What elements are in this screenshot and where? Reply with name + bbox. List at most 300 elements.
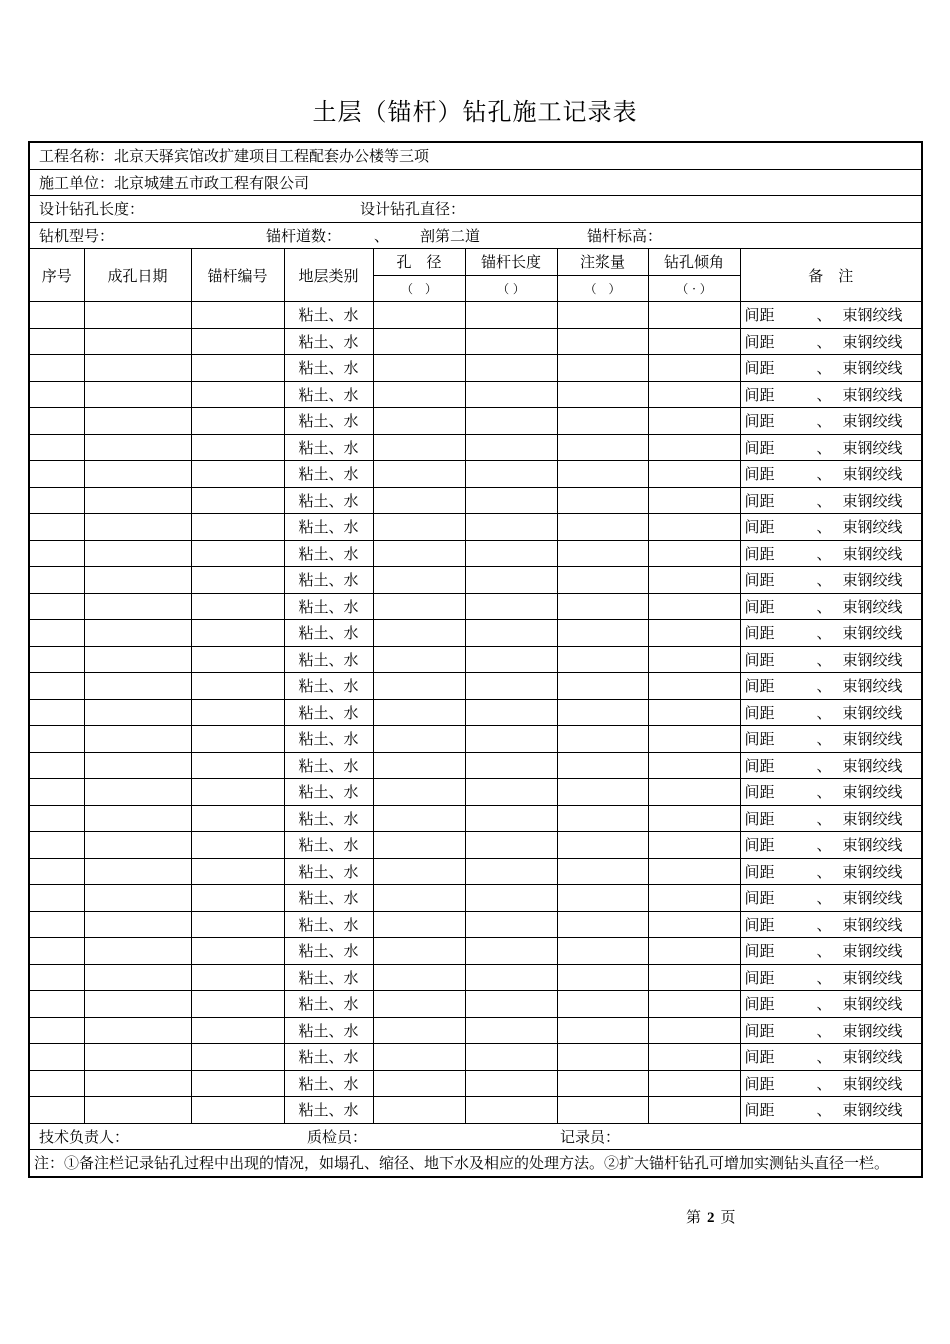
- seq-cell[interactable]: [29, 434, 84, 461]
- diameter-cell[interactable]: [373, 1097, 465, 1124]
- anchor-no-cell[interactable]: [191, 593, 284, 620]
- anchor-no-cell[interactable]: [191, 938, 284, 965]
- date-cell[interactable]: [84, 699, 191, 726]
- diameter-cell[interactable]: [373, 1070, 465, 1097]
- seq-cell[interactable]: [29, 514, 84, 541]
- angle-cell[interactable]: [648, 302, 740, 329]
- date-cell[interactable]: [84, 461, 191, 488]
- seq-cell[interactable]: [29, 328, 84, 355]
- anchor-length-cell[interactable]: [465, 858, 557, 885]
- grout-cell[interactable]: [557, 779, 648, 806]
- remark-cell[interactable]: [740, 779, 922, 806]
- grout-cell[interactable]: [557, 964, 648, 991]
- seq-cell[interactable]: [29, 964, 84, 991]
- seq-cell[interactable]: [29, 1070, 84, 1097]
- diameter-cell[interactable]: [373, 699, 465, 726]
- date-cell[interactable]: [84, 991, 191, 1018]
- stratum-cell[interactable]: 粘土、水: [284, 540, 373, 567]
- seq-cell[interactable]: [29, 673, 84, 700]
- anchor-no-cell[interactable]: [191, 991, 284, 1018]
- seq-cell[interactable]: [29, 461, 84, 488]
- remark-cell[interactable]: [740, 461, 922, 488]
- grout-cell[interactable]: [557, 355, 648, 382]
- anchor-no-cell[interactable]: [191, 355, 284, 382]
- anchor-no-cell[interactable]: [191, 540, 284, 567]
- date-cell[interactable]: [84, 673, 191, 700]
- remark-cell[interactable]: [740, 1044, 922, 1071]
- diameter-cell[interactable]: [373, 805, 465, 832]
- remark-cell[interactable]: [740, 328, 922, 355]
- table-row: [29, 646, 922, 673]
- grout-cell[interactable]: [557, 328, 648, 355]
- date-cell[interactable]: [84, 487, 191, 514]
- anchor-length-cell[interactable]: [465, 991, 557, 1018]
- date-cell[interactable]: [84, 779, 191, 806]
- grout-cell[interactable]: [557, 1044, 648, 1071]
- anchor-length-cell[interactable]: [465, 461, 557, 488]
- stratum-cell[interactable]: 粘土、水: [284, 328, 373, 355]
- angle-cell[interactable]: [648, 646, 740, 673]
- grout-cell[interactable]: [557, 726, 648, 753]
- stratum-cell[interactable]: 粘土、水: [284, 434, 373, 461]
- angle-cell[interactable]: [648, 434, 740, 461]
- angle-cell[interactable]: [648, 779, 740, 806]
- seq-cell[interactable]: [29, 1097, 84, 1124]
- grout-cell[interactable]: [557, 1017, 648, 1044]
- anchor-no-cell[interactable]: [191, 302, 284, 329]
- grout-cell[interactable]: [557, 991, 648, 1018]
- anchor-length-cell[interactable]: [465, 832, 557, 859]
- angle-cell[interactable]: [648, 805, 740, 832]
- stratum-cell[interactable]: 粘土、水: [284, 1070, 373, 1097]
- remark-cell[interactable]: [740, 991, 922, 1018]
- seq-cell[interactable]: [29, 1017, 84, 1044]
- date-cell[interactable]: [84, 938, 191, 965]
- construction-unit-cell[interactable]: [29, 169, 922, 196]
- seq-cell[interactable]: [29, 302, 84, 329]
- seq-cell[interactable]: [29, 355, 84, 382]
- recorder-label: 记录员：: [560, 1127, 621, 1146]
- diameter-cell[interactable]: [373, 964, 465, 991]
- stratum-cell[interactable]: 粘土、水: [284, 487, 373, 514]
- date-cell[interactable]: [84, 1070, 191, 1097]
- remark-cell[interactable]: [740, 938, 922, 965]
- date-cell[interactable]: [84, 1017, 191, 1044]
- grout-cell[interactable]: [557, 381, 648, 408]
- design-cell[interactable]: [29, 196, 922, 223]
- angle-cell[interactable]: [648, 1044, 740, 1071]
- remark-cell[interactable]: [740, 885, 922, 912]
- anchor-length-cell[interactable]: [465, 620, 557, 647]
- date-cell[interactable]: [84, 620, 191, 647]
- anchor-no-cell[interactable]: [191, 567, 284, 594]
- diameter-unit[interactable]: （ ）: [373, 275, 465, 302]
- anchor-no-cell[interactable]: [191, 408, 284, 435]
- remark-cell[interactable]: [740, 673, 922, 700]
- diameter-cell[interactable]: [373, 779, 465, 806]
- anchor-length-cell[interactable]: [465, 302, 557, 329]
- date-cell[interactable]: [84, 752, 191, 779]
- date-cell[interactable]: [84, 964, 191, 991]
- stratum-cell[interactable]: 粘土、水: [284, 752, 373, 779]
- anchor-no-cell[interactable]: [191, 673, 284, 700]
- signature-cell[interactable]: [29, 1123, 922, 1150]
- remark-cell[interactable]: [740, 1097, 922, 1124]
- date-cell[interactable]: [84, 408, 191, 435]
- seq-cell[interactable]: [29, 593, 84, 620]
- remark-cell[interactable]: [740, 567, 922, 594]
- grout-cell[interactable]: [557, 885, 648, 912]
- date-cell[interactable]: [84, 832, 191, 859]
- anchor-length-cell[interactable]: [465, 593, 557, 620]
- anchor-no-cell[interactable]: [191, 434, 284, 461]
- stratum-cell[interactable]: 粘土、水: [284, 381, 373, 408]
- anchor-length-cell[interactable]: [465, 567, 557, 594]
- diameter-cell[interactable]: [373, 355, 465, 382]
- remark-cell[interactable]: [740, 832, 922, 859]
- stratum-cell[interactable]: 粘土、水: [284, 832, 373, 859]
- diameter-cell[interactable]: [373, 434, 465, 461]
- angle-cell[interactable]: [648, 1097, 740, 1124]
- anchor-no-cell[interactable]: [191, 726, 284, 753]
- anchor-no-cell[interactable]: [191, 885, 284, 912]
- stratum-cell[interactable]: 粘土、水: [284, 514, 373, 541]
- stratum-cell[interactable]: 粘土、水: [284, 302, 373, 329]
- anchor-length-cell[interactable]: [465, 540, 557, 567]
- diameter-cell[interactable]: [373, 514, 465, 541]
- grout-cell[interactable]: [557, 1097, 648, 1124]
- remark-cell[interactable]: [740, 964, 922, 991]
- date-cell[interactable]: [84, 805, 191, 832]
- anchor-no-cell[interactable]: [191, 832, 284, 859]
- stratum-cell[interactable]: 粘土、水: [284, 699, 373, 726]
- page-prefix: 第: [686, 1208, 702, 1226]
- rig-cell[interactable]: [29, 222, 922, 249]
- date-cell[interactable]: [84, 540, 191, 567]
- diameter-cell[interactable]: [373, 938, 465, 965]
- anchor-no-cell[interactable]: [191, 911, 284, 938]
- anchor-no-cell[interactable]: [191, 646, 284, 673]
- anchor-no-cell[interactable]: [191, 779, 284, 806]
- anchor-length-cell[interactable]: [465, 699, 557, 726]
- date-cell[interactable]: [84, 328, 191, 355]
- remark-cell[interactable]: [740, 434, 922, 461]
- remark-cell[interactable]: [740, 514, 922, 541]
- anchor-length-cell[interactable]: [465, 381, 557, 408]
- anchor-no-cell[interactable]: [191, 699, 284, 726]
- anchor-length-cell[interactable]: [465, 1044, 557, 1071]
- grout-cell[interactable]: [557, 567, 648, 594]
- grout-cell[interactable]: [557, 646, 648, 673]
- anchor-length-cell[interactable]: [465, 646, 557, 673]
- stratum-cell[interactable]: 粘土、水: [284, 355, 373, 382]
- grout-cell[interactable]: [557, 805, 648, 832]
- remark-cell[interactable]: [740, 805, 922, 832]
- diameter-cell[interactable]: [373, 1044, 465, 1071]
- diameter-cell[interactable]: [373, 408, 465, 435]
- diameter-cell[interactable]: [373, 328, 465, 355]
- grout-cell[interactable]: [557, 487, 648, 514]
- date-cell[interactable]: [84, 858, 191, 885]
- anchor-length-cell[interactable]: [465, 328, 557, 355]
- anchor-length-cell[interactable]: [465, 355, 557, 382]
- seq-cell[interactable]: [29, 991, 84, 1018]
- grout-cell[interactable]: [557, 752, 648, 779]
- diameter-cell[interactable]: [373, 540, 465, 567]
- date-cell[interactable]: [84, 381, 191, 408]
- stratum-cell[interactable]: 粘土、水: [284, 858, 373, 885]
- date-cell[interactable]: [84, 593, 191, 620]
- angle-cell[interactable]: [648, 832, 740, 859]
- grout-cell[interactable]: [557, 302, 648, 329]
- stratum-cell[interactable]: 粘土、水: [284, 885, 373, 912]
- remark-separator: 、: [816, 889, 832, 908]
- remark-cell[interactable]: [740, 302, 922, 329]
- grout-cell[interactable]: [557, 540, 648, 567]
- anchor-no-cell[interactable]: [191, 461, 284, 488]
- angle-cell[interactable]: [648, 1017, 740, 1044]
- diameter-cell[interactable]: [373, 567, 465, 594]
- date-cell[interactable]: [84, 885, 191, 912]
- grout-cell[interactable]: [557, 938, 648, 965]
- project-name-cell[interactable]: [29, 142, 922, 169]
- angle-cell[interactable]: [648, 514, 740, 541]
- angle-cell[interactable]: [648, 408, 740, 435]
- angle-cell[interactable]: [648, 885, 740, 912]
- seq-cell[interactable]: [29, 938, 84, 965]
- seq-cell[interactable]: [29, 726, 84, 753]
- seq-cell[interactable]: [29, 911, 84, 938]
- remark-cell[interactable]: [740, 858, 922, 885]
- angle-cell[interactable]: [648, 964, 740, 991]
- seq-cell[interactable]: [29, 885, 84, 912]
- date-cell[interactable]: [84, 726, 191, 753]
- anchor-no-cell[interactable]: [191, 1070, 284, 1097]
- anchor-no-cell[interactable]: [191, 1017, 284, 1044]
- angle-cell[interactable]: [648, 593, 740, 620]
- stratum-cell[interactable]: 粘土、水: [284, 620, 373, 647]
- angle-cell[interactable]: [648, 328, 740, 355]
- remark-cell[interactable]: [740, 408, 922, 435]
- angle-cell[interactable]: [648, 752, 740, 779]
- remark-separator: 、: [816, 968, 832, 987]
- remark-cell[interactable]: [740, 699, 922, 726]
- date-cell[interactable]: [84, 911, 191, 938]
- diameter-cell[interactable]: [373, 726, 465, 753]
- date-cell[interactable]: [84, 514, 191, 541]
- remark-spacing: 间距: [744, 438, 775, 457]
- angle-cell[interactable]: [648, 938, 740, 965]
- diameter-cell[interactable]: [373, 832, 465, 859]
- anchor-length-cell[interactable]: [465, 726, 557, 753]
- remark-spacing: 间距: [744, 1021, 775, 1040]
- grout-cell[interactable]: [557, 911, 648, 938]
- stratum-cell[interactable]: 粘土、水: [284, 779, 373, 806]
- angle-cell[interactable]: [648, 381, 740, 408]
- seq-cell[interactable]: [29, 567, 84, 594]
- grout-cell[interactable]: [557, 461, 648, 488]
- angle-cell[interactable]: [648, 699, 740, 726]
- date-cell[interactable]: [84, 302, 191, 329]
- grout-cell[interactable]: [557, 408, 648, 435]
- seq-cell[interactable]: [29, 408, 84, 435]
- stratum-cell[interactable]: 粘土、水: [284, 938, 373, 965]
- angle-cell[interactable]: [648, 673, 740, 700]
- angle-cell[interactable]: [648, 991, 740, 1018]
- anchor-no-cell[interactable]: [191, 858, 284, 885]
- date-cell[interactable]: [84, 434, 191, 461]
- seq-cell[interactable]: [29, 832, 84, 859]
- grout-cell[interactable]: [557, 434, 648, 461]
- seq-cell[interactable]: [29, 699, 84, 726]
- remark-cell[interactable]: [740, 381, 922, 408]
- angle-cell[interactable]: [648, 726, 740, 753]
- anchor-no-cell[interactable]: [191, 1044, 284, 1071]
- anchor-length-cell[interactable]: [465, 911, 557, 938]
- diameter-cell[interactable]: [373, 593, 465, 620]
- stratum-cell[interactable]: 粘土、水: [284, 673, 373, 700]
- grout-cell[interactable]: [557, 593, 648, 620]
- seq-cell[interactable]: [29, 1044, 84, 1071]
- date-cell[interactable]: [84, 355, 191, 382]
- seq-cell[interactable]: [29, 620, 84, 647]
- grout-cell[interactable]: [557, 858, 648, 885]
- anchor-no-cell[interactable]: [191, 752, 284, 779]
- diameter-cell[interactable]: [373, 1017, 465, 1044]
- seq-cell[interactable]: [29, 779, 84, 806]
- anchor-length-cell[interactable]: [465, 779, 557, 806]
- stratum-cell[interactable]: 粘土、水: [284, 461, 373, 488]
- seq-cell[interactable]: [29, 805, 84, 832]
- stratum-cell[interactable]: 粘土、水: [284, 1044, 373, 1071]
- anchor-no-cell[interactable]: [191, 328, 284, 355]
- stratum-cell[interactable]: 粘土、水: [284, 593, 373, 620]
- anchor-no-cell[interactable]: [191, 620, 284, 647]
- anchor-length-cell[interactable]: [465, 885, 557, 912]
- grout-cell[interactable]: [557, 514, 648, 541]
- date-cell[interactable]: [84, 1044, 191, 1071]
- stratum-cell[interactable]: 粘土、水: [284, 1097, 373, 1124]
- anchor-length-cell[interactable]: [465, 1070, 557, 1097]
- anchor-length-cell[interactable]: [465, 408, 557, 435]
- anchor-length-cell[interactable]: [465, 964, 557, 991]
- remark-spacing: 间距: [744, 783, 775, 802]
- diameter-cell[interactable]: [373, 991, 465, 1018]
- anchor-no-cell[interactable]: [191, 1097, 284, 1124]
- remark-cell[interactable]: [740, 752, 922, 779]
- remark-cell[interactable]: [740, 726, 922, 753]
- diameter-cell[interactable]: [373, 302, 465, 329]
- angle-cell[interactable]: [648, 858, 740, 885]
- grout-cell[interactable]: [557, 1070, 648, 1097]
- diameter-cell[interactable]: [373, 752, 465, 779]
- stratum-cell[interactable]: 粘土、水: [284, 646, 373, 673]
- table-row: [29, 885, 922, 912]
- anchor-no-cell[interactable]: [191, 514, 284, 541]
- anchor-no-cell[interactable]: [191, 381, 284, 408]
- anchor-length-cell[interactable]: [465, 673, 557, 700]
- anchor-no-cell[interactable]: [191, 487, 284, 514]
- grout-cell[interactable]: [557, 673, 648, 700]
- remark-cell[interactable]: [740, 355, 922, 382]
- stratum-cell[interactable]: 粘土、水: [284, 1017, 373, 1044]
- date-cell[interactable]: [84, 567, 191, 594]
- stratum-cell[interactable]: 粘土、水: [284, 911, 373, 938]
- angle-cell[interactable]: [648, 487, 740, 514]
- diameter-cell[interactable]: [373, 620, 465, 647]
- anchor-length-cell[interactable]: [465, 1017, 557, 1044]
- angle-cell[interactable]: [648, 461, 740, 488]
- seq-cell[interactable]: [29, 540, 84, 567]
- anchor-length-cell[interactable]: [465, 434, 557, 461]
- remark-cell[interactable]: [740, 593, 922, 620]
- remark-strands: 束钢绞线: [842, 703, 903, 722]
- diameter-cell[interactable]: [373, 487, 465, 514]
- anchor-length-cell[interactable]: [465, 514, 557, 541]
- stratum-cell[interactable]: 粘土、水: [284, 567, 373, 594]
- remark-cell[interactable]: [740, 646, 922, 673]
- remark-cell[interactable]: [740, 911, 922, 938]
- anchor-length-unit[interactable]: （ ）: [465, 275, 557, 302]
- angle-cell[interactable]: [648, 540, 740, 567]
- stratum-cell[interactable]: 粘土、水: [284, 408, 373, 435]
- stratum-cell[interactable]: 粘土、水: [284, 726, 373, 753]
- seq-cell[interactable]: [29, 646, 84, 673]
- angle-unit[interactable]: （ · ）: [648, 275, 740, 302]
- seq-cell[interactable]: [29, 487, 84, 514]
- remark-cell[interactable]: [740, 1017, 922, 1044]
- diameter-cell[interactable]: [373, 858, 465, 885]
- stratum-cell[interactable]: 粘土、水: [284, 964, 373, 991]
- diameter-cell[interactable]: [373, 673, 465, 700]
- grout-cell[interactable]: [557, 832, 648, 859]
- angle-cell[interactable]: [648, 620, 740, 647]
- grout-cell[interactable]: [557, 620, 648, 647]
- remark-cell[interactable]: [740, 540, 922, 567]
- angle-cell[interactable]: [648, 567, 740, 594]
- seq-cell[interactable]: [29, 858, 84, 885]
- angle-cell[interactable]: [648, 911, 740, 938]
- angle-cell[interactable]: [648, 1070, 740, 1097]
- stratum-cell[interactable]: 粘土、水: [284, 805, 373, 832]
- anchor-length-cell[interactable]: [465, 805, 557, 832]
- anchor-no-cell[interactable]: [191, 805, 284, 832]
- diameter-cell[interactable]: [373, 911, 465, 938]
- date-cell[interactable]: [84, 646, 191, 673]
- remark-cell[interactable]: [740, 1070, 922, 1097]
- date-cell[interactable]: [84, 1097, 191, 1124]
- diameter-cell[interactable]: [373, 885, 465, 912]
- diameter-cell[interactable]: [373, 461, 465, 488]
- anchor-no-cell[interactable]: [191, 964, 284, 991]
- remark-cell[interactable]: [740, 620, 922, 647]
- grout-unit[interactable]: （ ）: [557, 275, 648, 302]
- diameter-cell[interactable]: [373, 381, 465, 408]
- anchor-length-cell[interactable]: [465, 938, 557, 965]
- seq-cell[interactable]: [29, 752, 84, 779]
- diameter-cell[interactable]: [373, 646, 465, 673]
- grout-cell[interactable]: [557, 699, 648, 726]
- anchor-length-cell[interactable]: [465, 1097, 557, 1124]
- seq-cell[interactable]: [29, 381, 84, 408]
- col-date-header: 成孔日期: [84, 249, 191, 302]
- stratum-cell[interactable]: 粘土、水: [284, 991, 373, 1018]
- anchor-length-cell[interactable]: [465, 752, 557, 779]
- remark-cell[interactable]: [740, 487, 922, 514]
- anchor-length-cell[interactable]: [465, 487, 557, 514]
- angle-cell[interactable]: [648, 355, 740, 382]
- remark-separator: 、: [816, 650, 832, 669]
